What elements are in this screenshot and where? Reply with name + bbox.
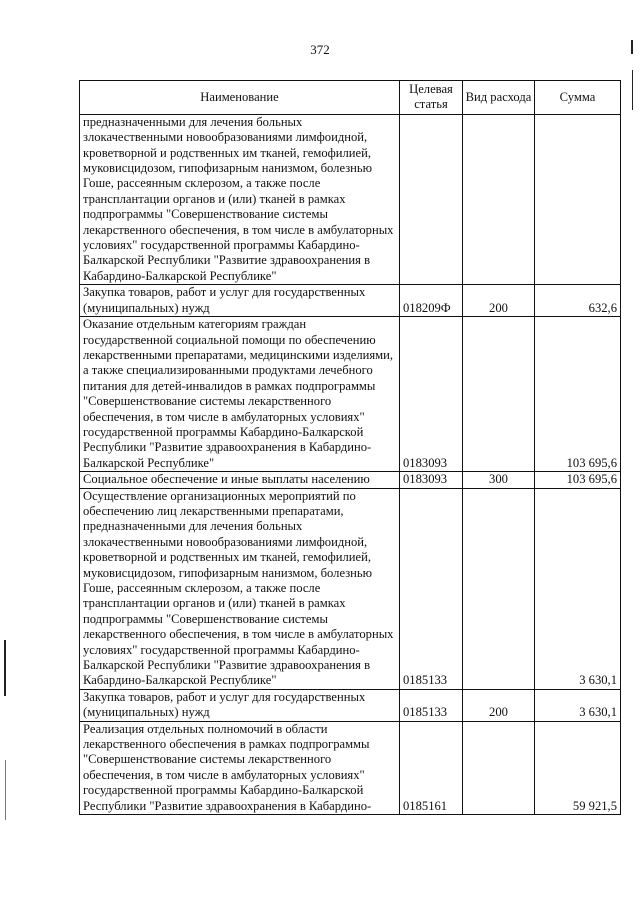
row-code: 0185133	[400, 689, 463, 721]
row-code: 0185133	[400, 488, 463, 689]
scan-edge-mark	[5, 760, 6, 820]
row-name: Осуществление организационных мероприятий по обеспечению лиц лекарственными препаратами, предназначенными для лечения больных злокачественными новообразованиями лимфоидной, кроветворной и родственных им тканей, гемофилией, муковисцидозом, гипофизарным нанизмом, болезнью Гоше, рассеянным склерозом, а также после трансплантации органов и (или) тканей в рамках подпрограммы "Совершенствование системы лекарственного обеспечения, в том числе в амбулаторных условиях" государственной программы Кабардино-Балкарской Республики "Развитие здравоохранения в Кабардино-Балкарской Республике"	[80, 488, 400, 689]
row-sum	[535, 114, 621, 284]
row-sum: 3 630,1	[535, 689, 621, 721]
table-row	[80, 721, 621, 814]
row-name: Социальное обеспечение и иные выплаты населению	[80, 472, 400, 488]
scan-edge-mark	[632, 70, 633, 110]
row-code: 0183093	[400, 472, 463, 488]
table-row	[80, 285, 621, 317]
row-name: Реализация отдельных полномочий в области лекарственного обеспечения в рамках подпрограммы "Совершенствование системы лекарственного обеспечения, в том числе в амбулаторных условиях" государственной программы Кабардино-Балкарской Республики "Развитие здравоохранения в Кабардино-	[80, 721, 400, 814]
table-row	[80, 488, 621, 689]
row-name: Оказание отдельным категориям граждан государственной социальной помощи по обеспечению лекарственными препаратами, медицинскими изделиями, а также специализированными продуктами лечебного питания для детей-инвалидов в рамках подпрограммы "Совершенствование системы лекарственного обеспечения, в том числе в амбулаторных условиях" государственной программы Кабардино-Балкарской Республики "Развитие здравоохранения в Кабардино-Балкарской Республике"	[80, 317, 400, 472]
row-code: 018209Ф	[400, 285, 463, 317]
row-code	[400, 114, 463, 284]
scan-edge-mark	[631, 40, 633, 54]
row-kind: 200	[463, 689, 535, 721]
row-code: 0183093	[400, 317, 463, 472]
row-name: Закупка товаров, работ и услуг для государственных (муниципальных) нужд	[80, 689, 400, 721]
table-row	[80, 317, 621, 472]
scan-edge-mark	[4, 640, 6, 696]
row-kind	[463, 114, 535, 284]
table-header-row	[80, 81, 621, 115]
row-sum: 59 921,5	[535, 721, 621, 814]
row-kind	[463, 488, 535, 689]
header-sum: Сумма	[535, 81, 621, 115]
row-code: 0185161	[400, 721, 463, 814]
header-kind: Вид расхода	[463, 81, 535, 115]
row-sum: 103 695,6	[535, 472, 621, 488]
row-kind: 200	[463, 285, 535, 317]
header-code: Целевая статья	[400, 81, 463, 115]
header-name: Наименование	[80, 81, 400, 115]
row-sum: 103 695,6	[535, 317, 621, 472]
row-sum: 3 630,1	[535, 488, 621, 689]
row-kind	[463, 317, 535, 472]
row-kind: 300	[463, 472, 535, 488]
table-row	[80, 114, 621, 284]
budget-table	[79, 80, 621, 815]
table-row	[80, 689, 621, 721]
row-sum: 632,6	[535, 285, 621, 317]
row-kind	[463, 721, 535, 814]
row-name: предназначенными для лечения больных злокачественными новообразованиями лимфоидной, кроветворной и родственных им тканей, гемофилией, муковисцидозом, гипофизарным нанизмом, болезнью Гоше, рассеянным склерозом, а также после трансплантации органов и (или) тканей в рамках подпрограммы "Совершенствование системы лекарственного обеспечения, в том числе в амбулаторных условиях" государственной программы Кабардино-Балкарской Республики "Развитие здравоохранения в Кабардино-Балкарской Республике"	[80, 114, 400, 284]
table-row	[80, 472, 621, 488]
page-number: 372	[310, 42, 330, 57]
row-name: Закупка товаров, работ и услуг для государственных (муниципальных) нужд	[80, 285, 400, 317]
